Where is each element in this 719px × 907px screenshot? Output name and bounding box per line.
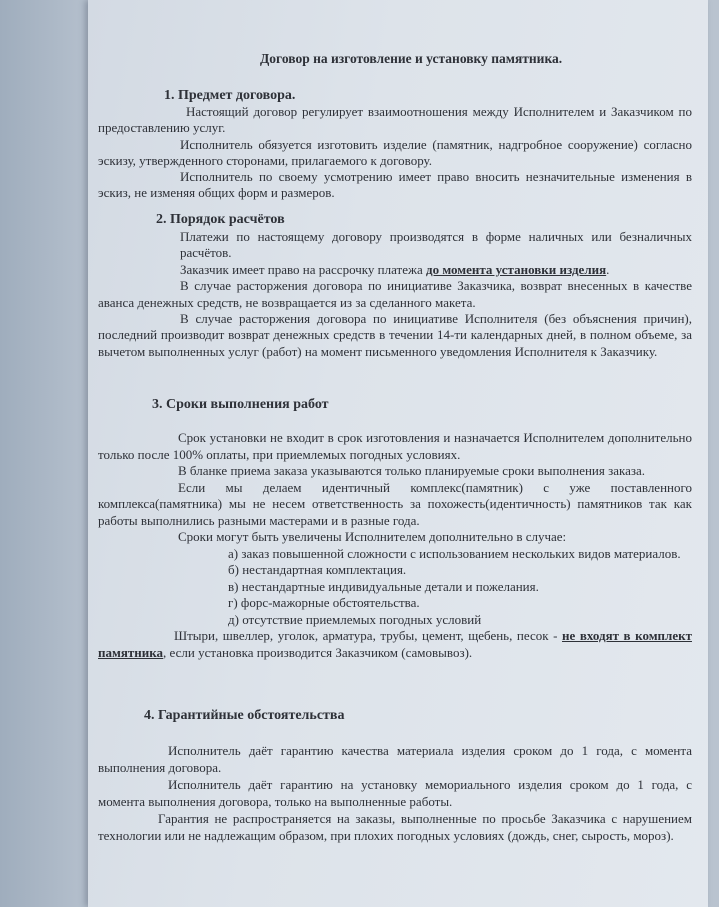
- list-item: д) отсутствие приемлемых погодных условий: [228, 611, 482, 627]
- paragraph: В бланке приема заказа указываются только планируемые сроки выполнения заказа.: [178, 463, 646, 478]
- section-4-heading: 4. Гарантийные обстоятельства: [144, 708, 345, 723]
- section-3-body: [98, 430, 692, 661]
- paragraph: В случае расторжения договора по инициативе Заказчика, возврат внесенных в качестве аванса денежных средств, не возвращается из за сделанного макета.: [98, 278, 692, 310]
- paragraph: Гарантия не распространяется на заказы, выполненные по просьбе Заказчика с нарушением технологии или не надлежащим образом, при плохих погодных условиях (дождь, снег, сырость, мороз).: [98, 811, 692, 843]
- background-surface: [0, 0, 88, 907]
- paragraph: Исполнитель обязуется изготовить изделие (памятник, надгробное сооружение) согласно эскизу, утвержденного сторонами, прилагаемого к договору.: [98, 136, 692, 168]
- section-2-heading: 2. Порядок расчётов: [156, 212, 285, 227]
- list-item: г) форс-мажорные обстоятельства.: [228, 595, 420, 610]
- paragraph: Исполнитель даёт гарантию на установку мемориального изделия сроком до 1 года, с момента выполнения договора, только на выполненные работы.: [98, 777, 692, 809]
- section-2-body: [98, 229, 692, 360]
- list-item: б) нестандартная комплектация.: [228, 562, 407, 577]
- paragraph-text: Платежи по настоящему договору производятся в форме наличных или безналичных расчётов.: [180, 229, 692, 261]
- document-title: Договор на изготовление и установку памятника.: [260, 51, 563, 66]
- emphasis-underlined: не входят в комплект памятника: [98, 628, 692, 660]
- section-1-heading: 1. Предмет договора.: [164, 88, 296, 103]
- paragraph: Срок установки не входит в срок изготовления и назначается Исполнителем дополнительно только после 100% оплаты, при приемлемых погодных условиях.: [98, 430, 692, 462]
- section-4-body: [98, 742, 692, 844]
- paragraph: Настоящий договор регулирует взаимоотношения между Исполнителем и Заказчиком по предоставлению услуг.: [98, 104, 692, 136]
- paragraph-text: Штыри, швеллер, уголок, арматура, трубы, цемент, щебень, песок -: [174, 628, 558, 643]
- paragraph: В случае расторжения договора по инициативе Исполнителя (без объяснения причин), последний производит возврат денежных средств в течении 14-ти календарных дней, в полном объеме, за вычетом выполненных услуг (работ) на момент письменного уведомления Исполнителя к Заказчику.: [98, 311, 692, 359]
- document-page: [88, 0, 708, 907]
- paragraph: [98, 628, 692, 661]
- paragraph-text: , если установка производится Заказчиком (самовывоз).: [163, 644, 473, 660]
- paragraph-text: Заказчик имеет право на рассрочку платежа: [180, 261, 423, 277]
- paragraph: Если мы делаем идентичный комплекс(памятник) с уже поставленного комплекса(памятника) мы не несем ответственность за похожесть(идентичность) памятников так как работы выполнились разными мастерами и в разные года.: [98, 479, 692, 528]
- paragraph: Сроки могут быть увеличены Исполнителем дополнительно в случае:: [178, 529, 567, 544]
- paragraph: Исполнитель даёт гарантию качества материала изделия сроком до 1 года, с момента выполнения договора.: [98, 743, 692, 775]
- paragraph: Заказчик имеет право на рассрочку платежа до момента установки изделия.: [180, 261, 610, 277]
- paragraph: [98, 229, 692, 262]
- list-item: а) заказ повышенной сложности с использованием нескольких видов материалов.: [228, 545, 681, 561]
- paragraph: Исполнитель по своему усмотрению имеет право вносить незначительные изменения в эскиз, не изменяя общих форм и размеров.: [98, 169, 692, 201]
- list-item: в) нестандартные индивидуальные детали и пожелания.: [228, 578, 539, 594]
- section-3-heading: 3. Сроки выполнения работ: [152, 397, 329, 412]
- section-1-body: [98, 104, 692, 202]
- emphasis-underlined: до момента установки изделия: [426, 261, 607, 277]
